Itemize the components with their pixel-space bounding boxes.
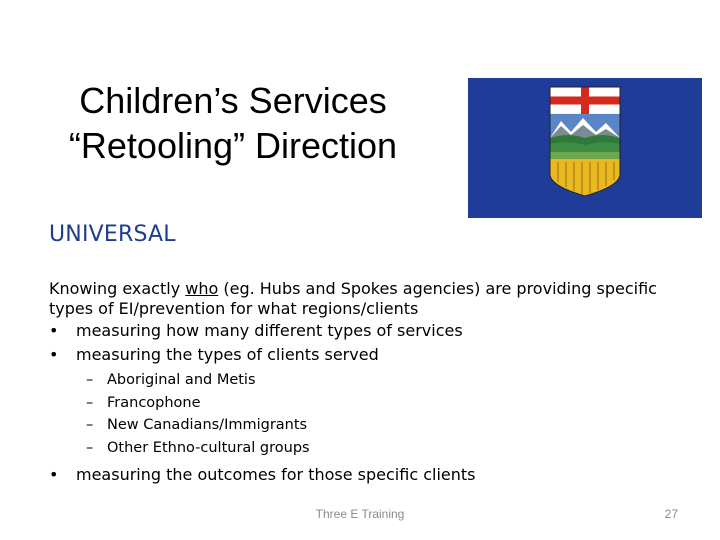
dash-icon: – [86,417,94,433]
client-group-list [49,369,669,459]
bullet-text: measuring the types of clients served [76,345,379,364]
bullet-item [49,319,669,343]
list-item [49,437,669,460]
alberta-flag-image [468,78,702,218]
list-item-text: Aboriginal and Metis [107,372,256,388]
list-item-text: Francophone [107,394,201,411]
bullet-icon: • [49,465,59,484]
page-number: 27 [664,507,678,521]
dash-icon: – [86,439,94,456]
slide-title [28,78,438,168]
bullet-item [49,463,669,487]
coat-of-arms-icon [468,78,702,218]
list-item [49,414,669,437]
list-item [49,369,669,392]
intro-paragraph [49,279,669,319]
dash-icon: – [86,394,94,411]
bullet-icon: • [49,345,59,364]
bullet-text: measuring how many different types of services [76,321,463,340]
title-line-2: “Retooling” Direction [68,125,398,166]
intro-underlined-word: who [185,279,219,298]
bullet-icon: • [49,321,59,340]
section-heading: UNIVERSAL [49,222,176,247]
list-item [49,392,669,415]
slide-body [49,279,669,487]
bullet-text: measuring the outcomes for those specific clients [76,465,476,484]
intro-text-before: Knowing exactly [49,279,186,298]
dash-icon: – [86,372,94,388]
title-line-1: Children’s Services [79,80,387,121]
footer-text: Three E Training [315,507,405,521]
list-item-text: New Canadians/Immigrants [107,417,308,433]
intro-text-after: (eg. Hubs and Spokes agencies) are providing specific types of EI/prevention for what regions/clients [49,279,657,318]
bullet-item [49,343,669,367]
list-item-text: Other Ethno-cultural groups [107,439,310,456]
